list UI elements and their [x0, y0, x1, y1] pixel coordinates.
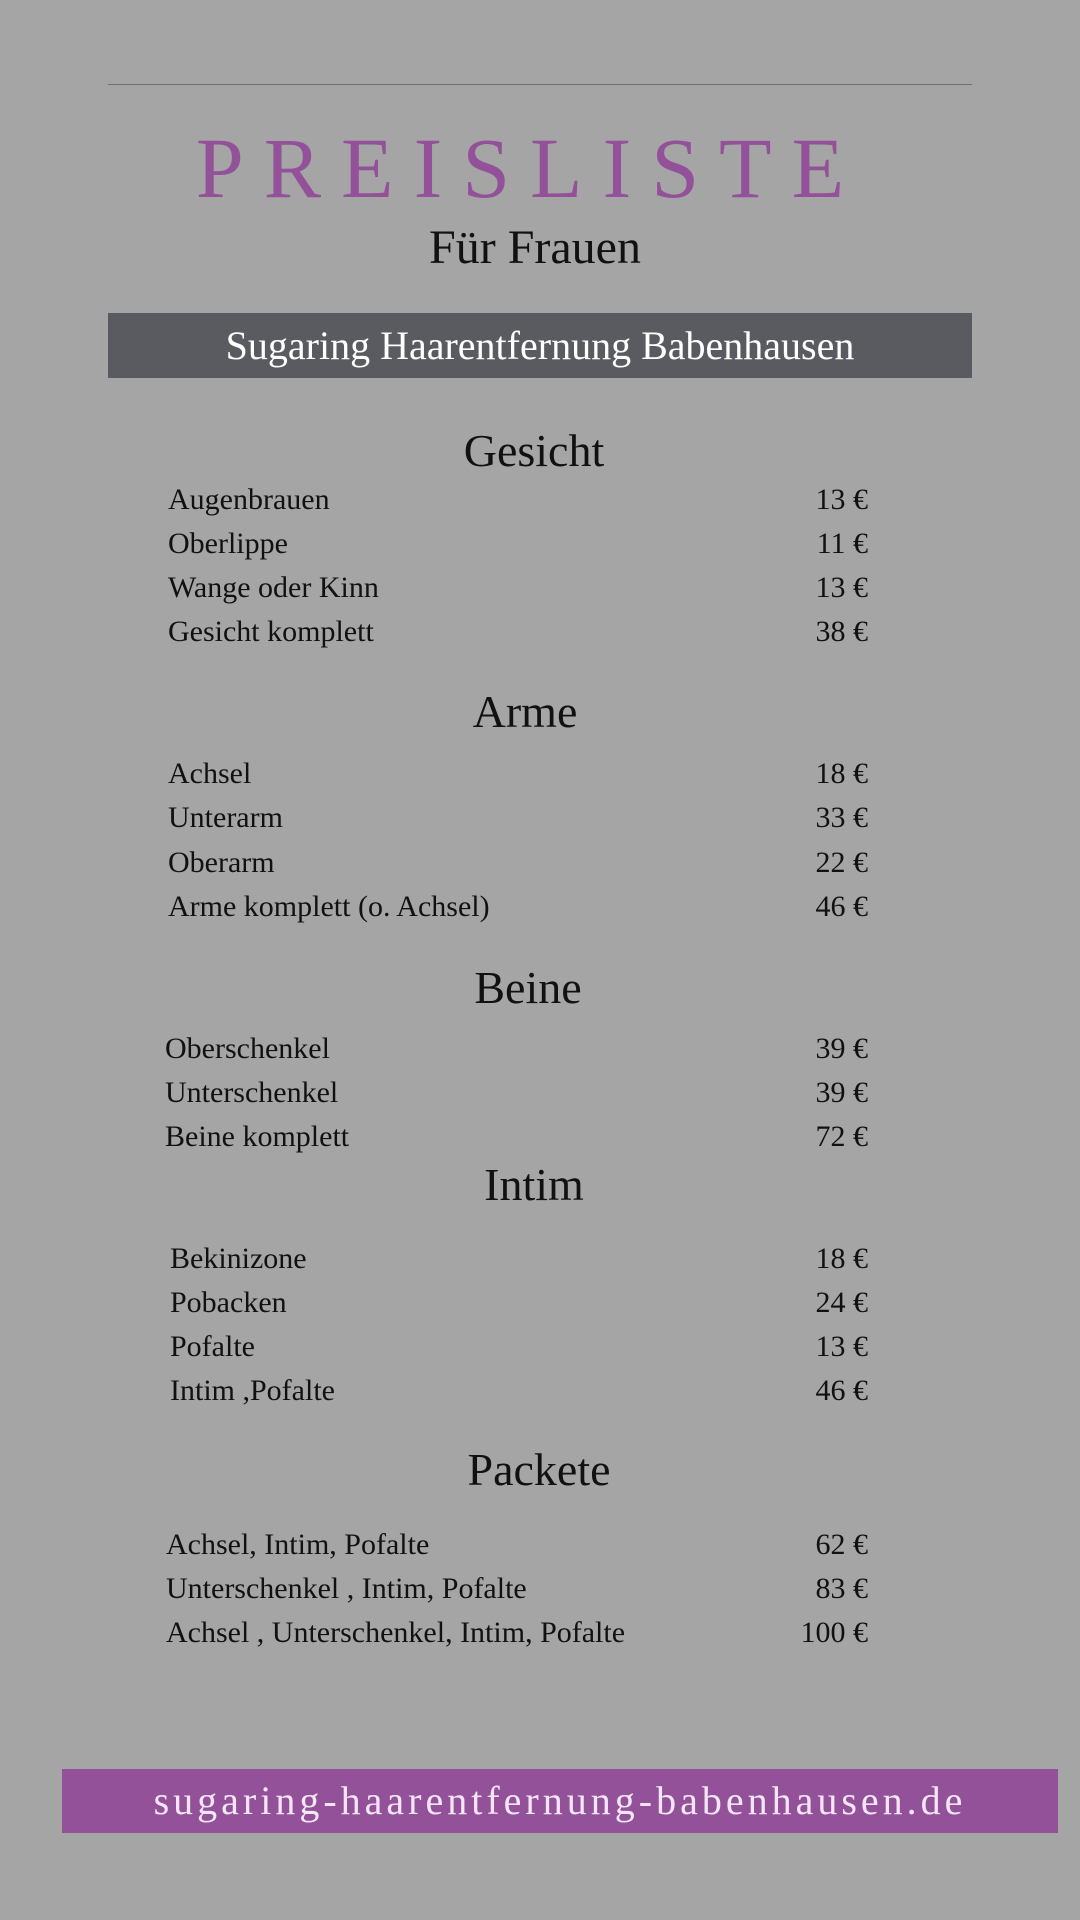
item-name: Achsel	[168, 757, 252, 790]
item-price: 39 €	[815, 1032, 868, 1065]
price-row	[168, 841, 868, 885]
price-row	[168, 885, 868, 929]
item-name: Unterschenkel	[165, 1076, 339, 1109]
item-name: Pobacken	[170, 1286, 287, 1319]
item-price: 18 €	[815, 757, 868, 790]
item-name: Oberarm	[168, 846, 275, 879]
item-price: 100 €	[800, 1616, 868, 1649]
price-row	[166, 1611, 868, 1655]
item-name: Gesicht komplett	[168, 615, 374, 648]
item-price: 13 €	[815, 1330, 868, 1363]
price-row	[168, 796, 868, 840]
price-row	[170, 1281, 868, 1325]
item-price: 11 €	[816, 527, 868, 560]
item-name: Arme komplett (o. Achsel)	[168, 890, 490, 923]
section-title-intim: Intim	[484, 1159, 584, 1210]
page-subtitle: Für Frauen	[429, 221, 641, 274]
item-price: 33 €	[815, 801, 868, 834]
price-row	[170, 1237, 868, 1281]
section-title-beine: Beine	[474, 962, 582, 1013]
top-divider	[108, 84, 972, 85]
item-name: Augenbrauen	[168, 483, 330, 516]
price-row	[168, 752, 868, 796]
item-price: 46 €	[815, 890, 868, 923]
item-price: 24 €	[815, 1286, 868, 1319]
section-title-arme: Arme	[472, 686, 578, 737]
item-price: 72 €	[815, 1120, 868, 1153]
item-name: Oberlippe	[168, 527, 288, 560]
item-price: 39 €	[815, 1076, 868, 1109]
item-name: Achsel, Intim, Pofalte	[166, 1528, 430, 1561]
business-banner: Sugaring Haarentfernung Babenhausen	[108, 313, 972, 378]
price-row	[168, 478, 868, 522]
price-row	[168, 566, 868, 610]
item-name: Achsel , Unterschenkel, Intim, Pofalte	[166, 1616, 626, 1649]
item-name: Wange oder Kinn	[168, 571, 379, 604]
website-url-banner: sugaring-haarentfernung-babenhausen.de	[62, 1769, 1058, 1833]
price-row	[170, 1325, 868, 1369]
price-row	[165, 1071, 868, 1115]
item-price: 46 €	[815, 1374, 868, 1407]
item-name: Pofalte	[170, 1330, 255, 1363]
price-row	[168, 610, 868, 654]
section-title-gesicht: Gesicht	[463, 425, 605, 476]
item-name: Bekinizone	[170, 1242, 307, 1275]
item-name: Unterschenkel , Intim, Pofalte	[166, 1572, 527, 1605]
item-price: 13 €	[815, 571, 868, 604]
price-row	[166, 1567, 868, 1611]
item-name: Oberschenkel	[165, 1032, 330, 1065]
price-row	[165, 1115, 868, 1159]
item-price: 62 €	[815, 1528, 868, 1561]
item-price: 83 €	[815, 1572, 868, 1605]
item-price: 18 €	[815, 1242, 868, 1275]
item-name: Beine komplett	[165, 1120, 350, 1153]
price-row	[166, 1523, 868, 1567]
item-name: Unterarm	[168, 801, 283, 834]
price-row	[165, 1027, 868, 1071]
item-name: Intim ,Pofalte	[170, 1374, 335, 1407]
item-price: 13 €	[815, 483, 868, 516]
section-title-packete: Packete	[467, 1444, 611, 1495]
page-title: PREISLISTE	[195, 120, 865, 216]
item-price: 38 €	[815, 615, 868, 648]
item-price: 22 €	[815, 846, 868, 879]
price-row	[170, 1369, 868, 1413]
price-row	[168, 522, 868, 566]
